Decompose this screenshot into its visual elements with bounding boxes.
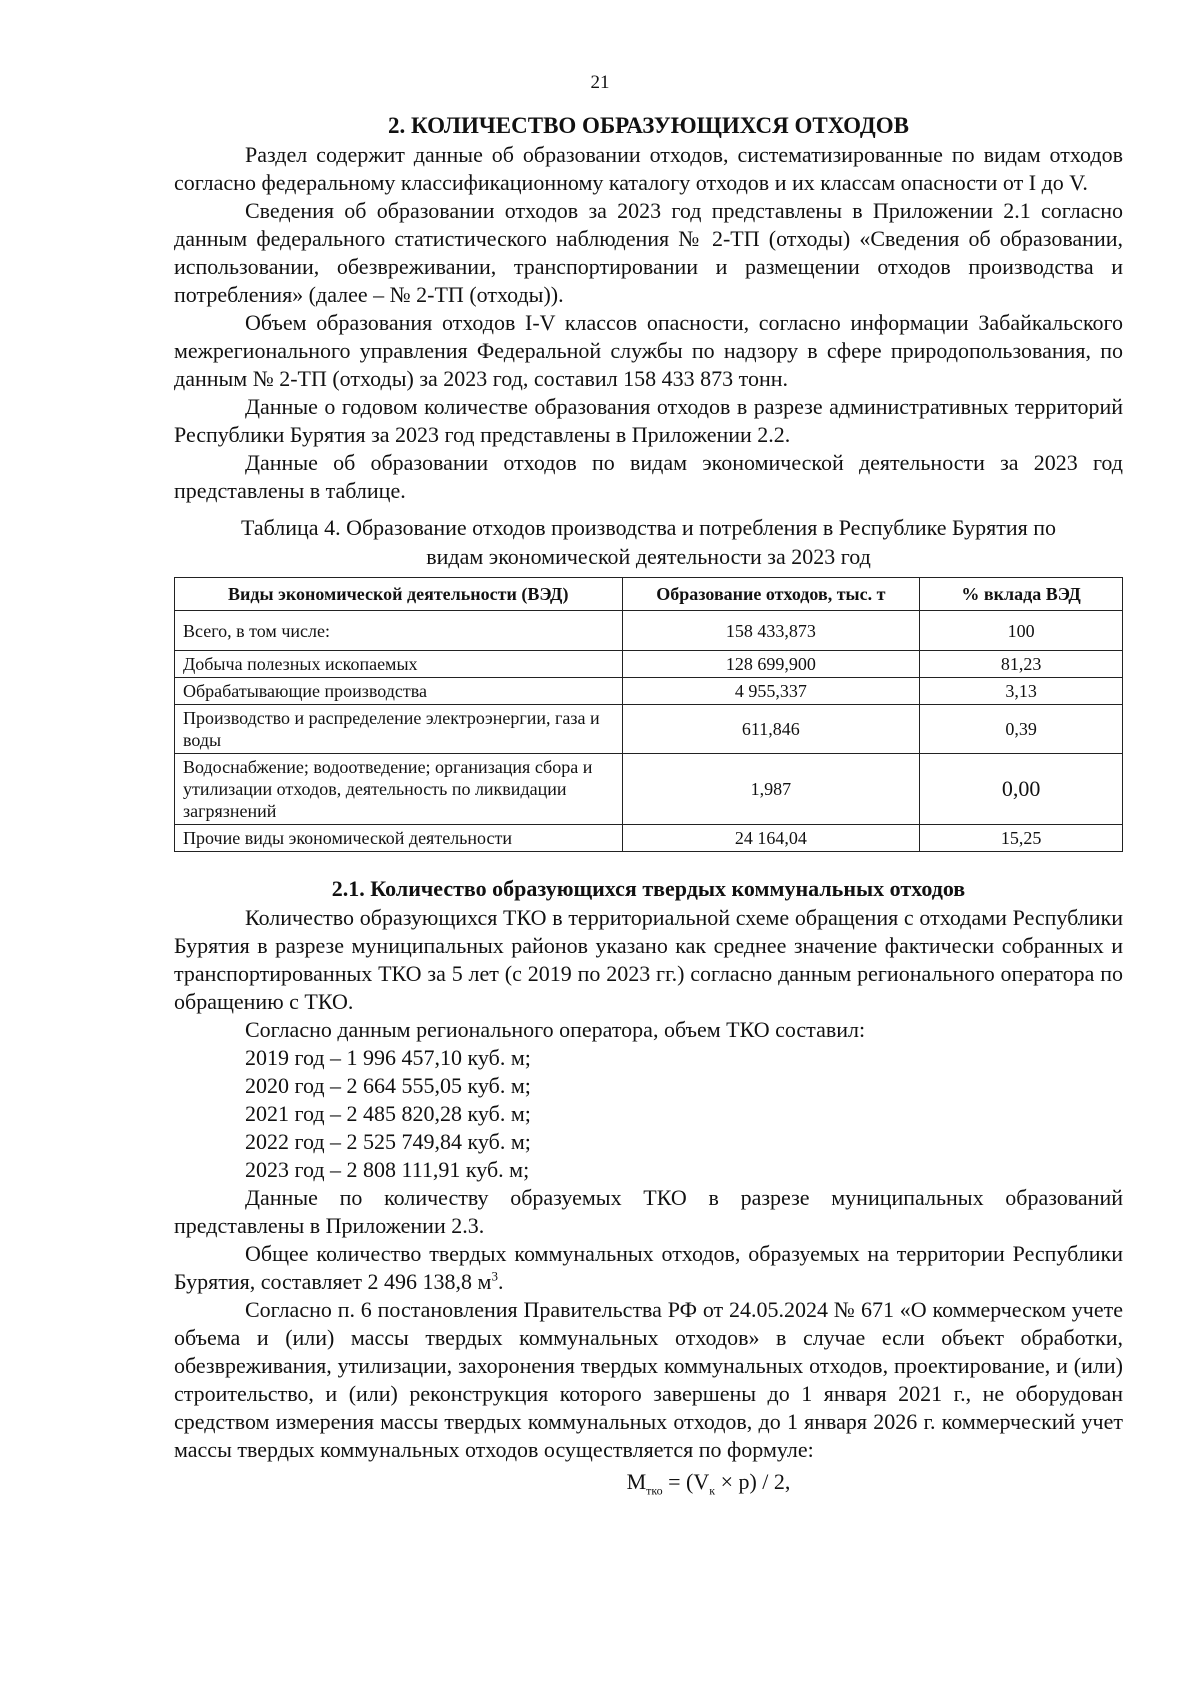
- paragraph: [174, 1240, 1123, 1296]
- formula-rest: × p) / 2,: [715, 1469, 791, 1494]
- yearly-volume: 2021 год – 2 485 820,28 куб. м;: [245, 1101, 531, 1126]
- table-row: [175, 678, 1123, 705]
- table-cell: 15,25: [920, 825, 1123, 852]
- paragraph: Данные об образовании отходов по видам экономической деятельности за 2023 год представлены в таблице.: [174, 450, 1123, 503]
- paragraph: Раздел содержит данные об образовании отходов, систематизированные по видам отходов согласно федеральному классификационному каталогу отходов и их классам опасности от I до V.: [174, 142, 1123, 195]
- page-number: 21: [590, 72, 610, 93]
- formula: [174, 1468, 1123, 1496]
- paragraph: Сведения об образовании отходов за 2023 год представлены в Приложении 2.1 согласно данным федерального статистического наблюдения № 2-ТП (отходы) «Сведения об образовании, использовании, обезвреживании, транспортировании и размещении отходов производства и потребления» (далее – № 2-ТП (отходы)).: [174, 198, 1123, 307]
- table-cell: 611,846: [622, 705, 920, 754]
- paragraph: Согласно данным регионального оператора, объем ТКО составил:: [245, 1017, 866, 1042]
- formula-v-subscript: к: [709, 1483, 716, 1498]
- column-header: Виды экономической деятельности (ВЭД): [175, 578, 623, 611]
- paragraph: Объем образования отходов I-V классов опасности, согласно информации Забайкальского межрегионального управления Федеральной службы по надзору в сфере природопользования, по данным № 2-ТП (отходы) за 2023 год, составил 158 433 873 тонн.: [174, 310, 1123, 391]
- table-cell: Водоснабжение; водоотведение; организация сбора и утилизации отходов, деятельность по ликвидации загрязнений: [175, 754, 623, 825]
- table-cell: 100: [920, 611, 1123, 651]
- table-cell: 0,00: [920, 754, 1123, 825]
- table-cell: Добыча полезных ископаемых: [175, 651, 623, 678]
- formula-m: М: [626, 1469, 647, 1494]
- superscript: 3: [491, 1268, 498, 1284]
- table-cell: 158 433,873: [622, 611, 920, 651]
- table-cell: 1,987: [622, 754, 920, 825]
- paragraph: Количество образующихся ТКО в территориальной схеме обращения с отходами Республики Бурятия в разрезе муниципальных районов указано как среднее значение фактически собранных и транспортированных ТКО за 5 лет (с 2019 по 2023 гг.) согласно данным регионального оператора по обращению с ТКО.: [174, 905, 1123, 1014]
- table-row: [175, 754, 1123, 825]
- table-cell: 0,39: [920, 705, 1123, 754]
- table-row: [175, 705, 1123, 754]
- table-caption-line: Таблица 4. Образование отходов производства и потребления в Республике Бурятия по: [240, 515, 1057, 540]
- yearly-volume: 2019 год – 1 996 457,10 куб. м;: [245, 1045, 531, 1070]
- table-cell: 3,13: [920, 678, 1123, 705]
- table-cell: 128 699,900: [622, 651, 920, 678]
- table-cell: Производство и распределение электроэнергии, газа и воды: [175, 705, 623, 754]
- subsection-title: 2.1. Количество образующихся твердых коммунальных отходов: [331, 876, 966, 901]
- table-caption: [174, 513, 1123, 571]
- formula-eq: = (V: [662, 1469, 710, 1494]
- paragraph-text: Общее количество твердых коммунальных отходов, образуемых на территории Республики Бурятия, составляет 2 496 138,8 м: [174, 1241, 1123, 1294]
- formula-m-subscript: тко: [646, 1483, 663, 1498]
- table-cell: Прочие виды экономической деятельности: [175, 825, 623, 852]
- yearly-volume: 2023 год – 2 808 111,91 куб. м;: [245, 1157, 530, 1182]
- table-row: [175, 651, 1123, 678]
- table-row: [175, 611, 1123, 651]
- paragraph-end: .: [497, 1269, 504, 1294]
- table-row: [175, 825, 1123, 852]
- section-title: 2. КОЛИЧЕСТВО ОБРАЗУЮЩИХСЯ ОТХОДОВ: [388, 113, 909, 138]
- paragraph: Согласно п. 6 постановления Правительства РФ от 24.05.2024 № 671 «О коммерческом учете объема и (или) массы твердых коммунальных отходов» в случае если объект обработки, обезвреживания, утилизации, захоронения твердых коммунальных отходов, проектирование, и (или) строительство, и (или) реконструкция которого завершены до 1 января 2021 г., не оборудован средством измерения массы твердых коммунальных отходов, до 1 января 2026 г. коммерческий учет массы твердых коммунальных отходов осуществляется по формуле:: [174, 1297, 1123, 1462]
- table-cell: Обрабатывающие производства: [175, 678, 623, 705]
- table-cell: 4 955,337: [622, 678, 920, 705]
- page-content: [174, 111, 1123, 1496]
- table-cell: Всего, в том числе:: [175, 611, 623, 651]
- table-header-row: [175, 578, 1123, 611]
- yearly-volume: 2020 год – 2 664 555,05 куб. м;: [245, 1073, 531, 1098]
- paragraph: Данные по количеству образуемых ТКО в разрезе муниципальных образований представлены в Приложении 2.3.: [174, 1185, 1123, 1238]
- column-header: % вклада ВЭД: [920, 578, 1123, 611]
- paragraph: Данные о годовом количестве образования отходов в разрезе административных территорий Республики Бурятия за 2023 год представлены в Приложении 2.2.: [174, 394, 1123, 447]
- table-cell: 24 164,04: [622, 825, 920, 852]
- table-cell: 81,23: [920, 651, 1123, 678]
- table-caption-line: видам экономической деятельности за 2023 год: [426, 544, 871, 569]
- yearly-volume: 2022 год – 2 525 749,84 куб. м;: [245, 1129, 531, 1154]
- waste-by-activity-table: [174, 577, 1123, 852]
- column-header: Образование отходов, тыс. т: [622, 578, 920, 611]
